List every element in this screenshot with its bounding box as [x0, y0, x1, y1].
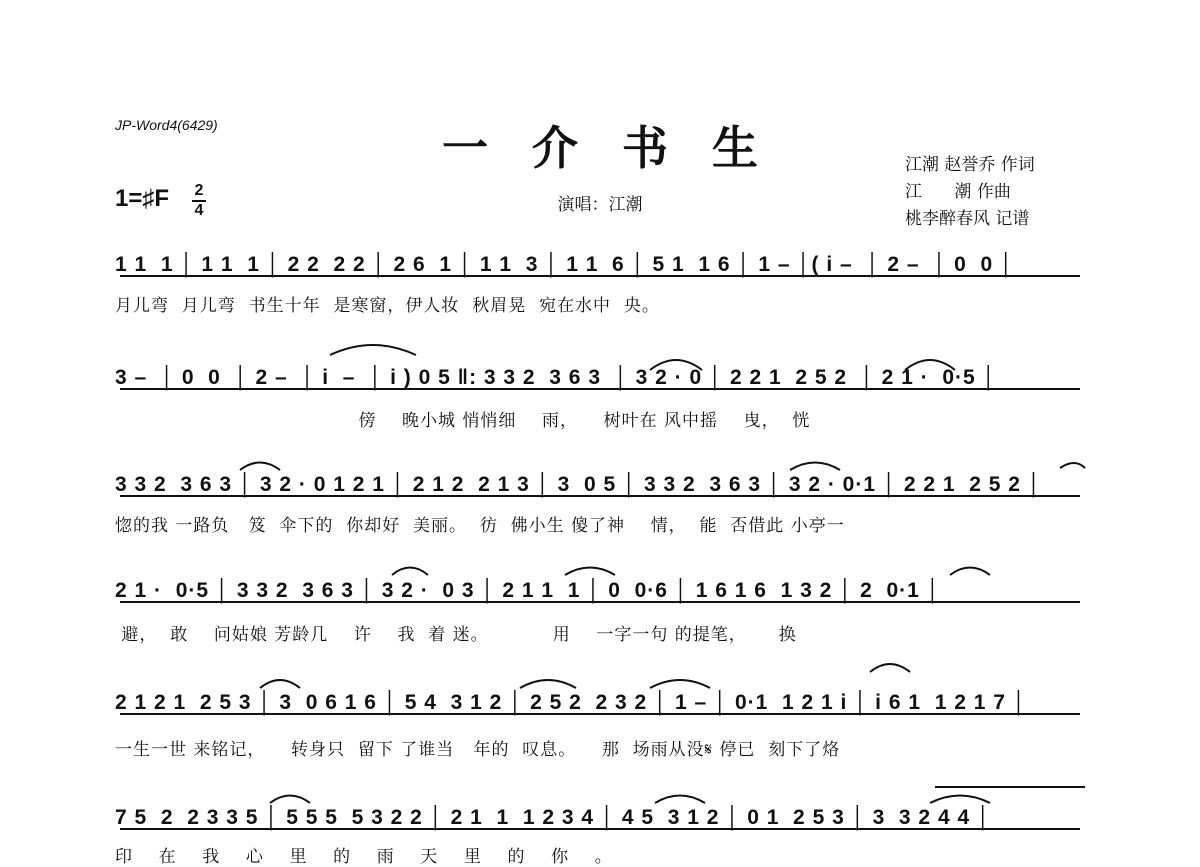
key-signature: 1=♯F: [115, 185, 170, 212]
slur-13: [870, 664, 910, 672]
software-label: JP-Word4(6429): [115, 117, 218, 133]
slur-9: [950, 568, 990, 576]
slur-4: [240, 463, 280, 471]
score-line-6-lyrics: 印 在 我 心 里 的 雨 天 里 的 你 。: [115, 847, 613, 867]
meter-bottom: 4: [194, 202, 204, 219]
lyricist-credit: 江潮 赵誉乔 作词: [905, 155, 1035, 175]
score-line-6-notes: 7 5 2 2 3 3 5 │ 5 5 5 5 3 2 2 │ 2 1 1 1 2 3 4 │ 4 5 3 1 2 │ 0 1 2 5 3 │ 3 3 2 4 4 │: [115, 806, 992, 829]
score-line-1-notes: 1 1 1 │ 1 1 1 │ 2 2 2 2 │ 2 6 1 │ 1 1 3 │ 1 1 6 │ 5 1 1 6 │ 1 – │( i – │ 2 – │ 0 0 │: [115, 253, 1015, 276]
transcriber-credit: 桃李醉春风 记谱: [905, 209, 1030, 229]
slur-12: [650, 680, 710, 688]
score-line-4-notes: 2 1 · 0·5 │ 3 3 2 3 6 3 │ 3 2 · 0 3 │ 2 1 1 1 │ 0 0·6 │ 1 6 1 6 1 3 2 │ 2 0·1 │: [115, 579, 941, 602]
slur-15: [655, 796, 705, 804]
composer-credit: 江 潮 作曲: [905, 182, 1011, 202]
score-line-4-lyrics: 避， 敢 问姑娘 芳龄几 许 我 着 迷。 用 一字一句 的提笔， 换: [115, 625, 797, 645]
song-title: 一介书生: [442, 121, 802, 175]
score-line-5-notes: 2 1 2 1 2 5 3 │ 3 0 6 1 6 │ 5 4 3 1 2 │ 2 5 2 2 3 2 │ 1 – │ 0·1 1 2 1 i │ i 6 1 1 2 1 7 │: [115, 691, 1027, 714]
slur-6: [1060, 463, 1085, 468]
slur-16: [930, 796, 990, 804]
score-line-5-lyrics: 一生一世 来铭记， 转身只 留下 了谁当 年的 叹息。 那 场雨从没𝄋 停已 刻下了烙: [115, 740, 841, 760]
score-line-2-lyrics: 傍 晚小城 悄悄细 雨， 树叶在 风中摇 曳， 恍: [115, 411, 811, 431]
score-line-3-lyrics: 惚的我 一路负 笈 伞下的 你却好 美丽。 彷 佛小生 傻了神 情， 能 否借此 小亭一: [115, 516, 845, 536]
slur-11: [520, 680, 576, 688]
score-line-2-notes: 3 – │ 0 0 │ 2 – │ i – │ i ) 0 5 ‖: 3 3 2 3 6 3 │ 3 2 · 0 │ 2 2 1 2 5 2 │ 2 1 · 0·5 │: [115, 366, 997, 389]
singer-label: 演唱：江潮: [557, 195, 643, 215]
slur-10: [260, 680, 300, 688]
meter-top: 2: [194, 182, 204, 199]
slur-2: [650, 360, 702, 370]
score-line-3-notes: 3 3 2 3 6 3 │ 3 2 · 0 1 2 1 │ 2 1 2 2 1 3 │ 3 0 5 │ 3 3 2 3 6 3 │ 3 2 · 0·1 │ 2 2 1 2 5 2 │: [115, 473, 1042, 496]
slur-5: [790, 463, 840, 471]
slur-7: [392, 568, 428, 576]
slur-1: [330, 345, 416, 355]
slur-3: [905, 360, 955, 370]
slur-14: [270, 796, 310, 804]
slur-8: [565, 568, 615, 576]
score-line-1-lyrics: 月儿弯 月儿弯 书生十年 是寒窗，伊人妆 秋眉晃 宛在水中 央。: [115, 296, 660, 316]
